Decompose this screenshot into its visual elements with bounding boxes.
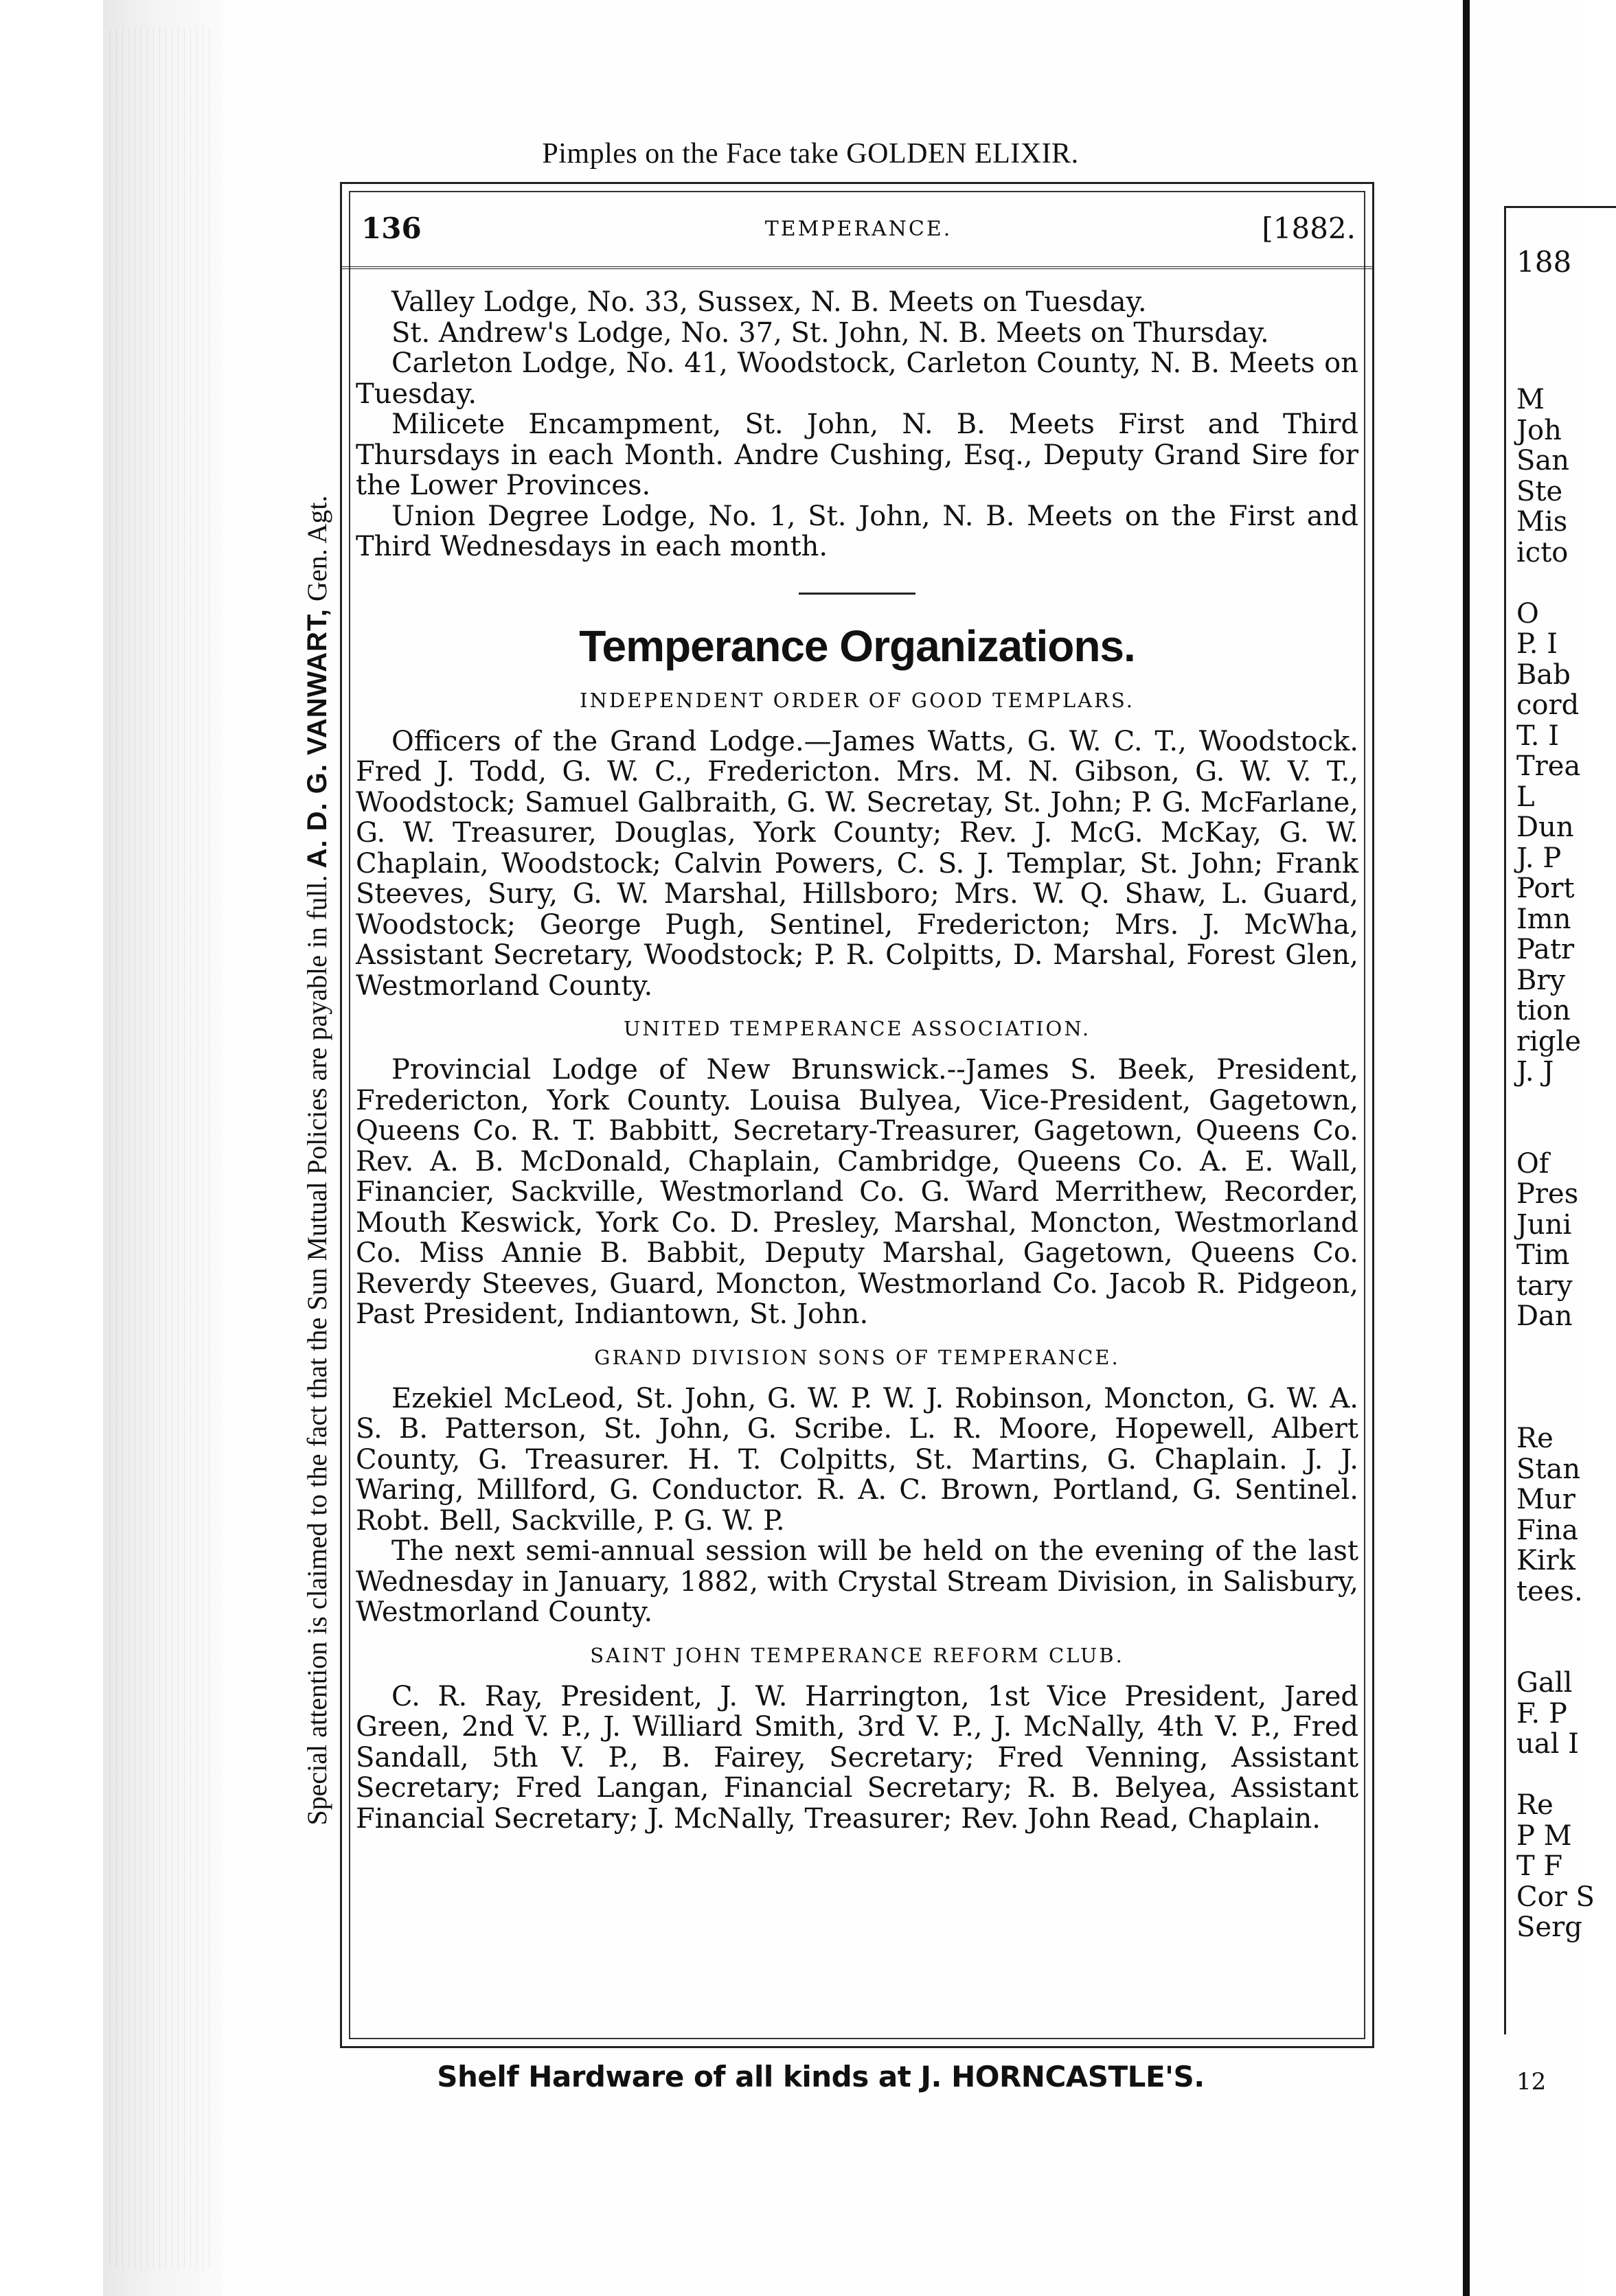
page-body bbox=[356, 287, 1358, 1834]
right-page-line: Mis bbox=[1516, 506, 1568, 538]
right-page-lines bbox=[1516, 384, 1613, 1943]
right-page-line: tion bbox=[1516, 995, 1571, 1026]
right-page-line: Bry bbox=[1516, 964, 1566, 996]
right-page-line: Stan bbox=[1516, 1453, 1581, 1485]
right-page-line bbox=[1516, 1393, 1613, 1424]
page-title: Temperance Organizations. bbox=[579, 621, 1135, 671]
right-page-line bbox=[1516, 1332, 1613, 1363]
right-page-header: 188 bbox=[1516, 245, 1572, 279]
right-page-line bbox=[1516, 1118, 1613, 1149]
section-heading: INDEPENDENT ORDER OF GOOD TEMPLARS. bbox=[580, 688, 1135, 712]
right-page-line: O bbox=[1516, 597, 1539, 630]
side-ad-name: A. D. G. VANWART, bbox=[302, 608, 332, 869]
right-page-line: rigle bbox=[1516, 1025, 1581, 1057]
right-page-footer bbox=[1516, 2067, 1613, 2098]
right-page-line: P M bbox=[1516, 1819, 1572, 1852]
right-page-line bbox=[1516, 1088, 1613, 1118]
section-heading: UNITED TEMPERANCE ASSOCIATION. bbox=[623, 1017, 1091, 1040]
right-page-line: San bbox=[1516, 445, 1570, 477]
right-page-line: icto bbox=[1516, 536, 1569, 569]
running-header bbox=[361, 211, 1356, 253]
right-page-line: F. P bbox=[1516, 1697, 1567, 1730]
section-divider bbox=[799, 593, 915, 595]
header-rule bbox=[342, 266, 1372, 269]
right-page-line: Gall bbox=[1516, 1667, 1573, 1699]
right-page-line: Tim bbox=[1516, 1239, 1570, 1271]
right-page-line: J. J bbox=[1516, 1056, 1554, 1088]
section-paragraph: The next semi-annual session will be held on the evening of the last Wednesday in January, 1882, with Crystal Stream Division, in Salisbury, Westmorland County. bbox=[356, 1535, 1358, 1628]
lodge-entry: Milicete Encampment, St. John, N. B. Meets First and Third Thursdays in each Month. Andre Cushing, Esq., Deputy Grand Sire for the Lower Provinces. bbox=[356, 409, 1358, 501]
right-page-line: ual I bbox=[1516, 1728, 1579, 1760]
lodge-entry: Carleton Lodge, No. 41, Woodstock, Carleton County, N. B. Meets on Tuesday. bbox=[356, 347, 1358, 410]
right-page-line: J. P bbox=[1516, 842, 1562, 874]
right-page-text bbox=[1516, 247, 1613, 278]
section-heading: SAINT JOHN TEMPERANCE REFORM CLUB. bbox=[590, 1643, 1124, 1667]
right-page-line bbox=[1516, 568, 1613, 599]
page-number: 136 bbox=[361, 211, 422, 245]
section-paragraph: Provincial Lodge of New Brunswick.--James S. Beek, President, Fredericton, York County. Louisa Bulyea, Vice-President, Gagetown, Queens Co. R. T. Babbitt, Secretary-Treasurer, Gagetown, Queens Co. Rev. A. B. McDonald, Chaplain, Cambridge, Queens Co. A. E. Wall, Financier, Sackville, Westmorland Co. G. Ward Merrithew, Recorder, Mouth Keswick, York Co. D. Presley, Marshal, Moncton, Westmorland Co. Miss Annie B. Babbit, Deputy Marshal, Gagetown, Queens Co. Reverdy Steeves, Guard, Moncton, Westmorland Co. Jacob R. Pidgeon, Past President, Indiantown, St. John. bbox=[356, 1054, 1358, 1330]
right-page-line: Cor S bbox=[1516, 1881, 1595, 1913]
section-paragraph: Ezekiel McLeod, St. John, G. W. P. W. J. Robinson, Moncton, G. W. A. S. B. Patterson, St. John, G. Scribe. L. R. Moore, Hopewell, Albert County, G. Treasurer. H. T. Colpitts, St. Martins, G. Chaplain. J. J. Waring, Millford, G. Conductor. R. A. C. Brown, Portland, G. Sentinel. Robt. Bell, Sackville, P. G. W. P. bbox=[356, 1382, 1358, 1537]
binding-texture bbox=[110, 27, 213, 2269]
right-page-line: Pres bbox=[1516, 1178, 1579, 1210]
lodge-entry: Union Degree Lodge, No. 1, St. John, N. B. Meets on the First and Third Wednesdays in each month. bbox=[356, 500, 1358, 562]
year-label: [1882. bbox=[1262, 211, 1356, 245]
section-paragraph: C. R. Ray, President, J. W. Harrington, 1st Vice President, Jared Green, 2nd V. P., J. Williard Smith, 3rd V. P., J. McNally, 4th V. P., Fred Sandall, 5th V. P., B. Fairey, Secretary; Fred Venning, Assistant Secretary; Fred Langan, Financial Secretary; R. B. Belyea, Assistant Financial Secretary; J. McNally, Treasurer; Rev. John Read, Chaplain. bbox=[356, 1680, 1358, 1835]
side-advertisement bbox=[301, 165, 345, 2156]
right-page-line: L bbox=[1516, 781, 1535, 813]
right-page-line: Serg bbox=[1516, 1912, 1582, 1943]
right-page-line: Re bbox=[1516, 1789, 1554, 1821]
side-ad-suffix: Gen. Agt. bbox=[301, 495, 332, 601]
right-page-line: Bab bbox=[1516, 658, 1571, 691]
right-page-line: tary bbox=[1516, 1270, 1573, 1302]
right-page-line: T F bbox=[1516, 1850, 1563, 1882]
right-page-line: Fina bbox=[1516, 1514, 1579, 1546]
right-page-line: Juni bbox=[1516, 1208, 1572, 1241]
right-page-line: Trea bbox=[1516, 750, 1581, 782]
right-page-line: Dun bbox=[1516, 812, 1574, 843]
right-page-line bbox=[1516, 1760, 1613, 1791]
right-page-line: Kirk bbox=[1516, 1545, 1576, 1576]
section-paragraph: Officers of the Grand Lodge.—James Watts, G. W. C. T., Woodstock. Fred J. Todd, G. W. C., Fredericton. Mrs. M. N. Gibson, G. W. V. T., Woodstock; Samuel Galbraith, G. W. Secretay, St. John; P. G. McFarlane, G. W. Treasurer, Douglas, York County; Rev. J. McG. McKay, G. W. Chaplain, Woodstock; Calvin Powers, C. S. J. Templar, St. John; Frank Steeves, Sury, G. W. Marshal, Hillsboro; Mrs. W. Q. Shaw, L. Guard, Woodstock; George Pugh, Sentinel, Fredericton; Mrs. J. McWha, Assistant Secretary, Woodstock; P. R. Colpitts, D. Marshal, Forest Glen, Westmorland County. bbox=[356, 725, 1358, 1002]
right-page-line: M bbox=[1516, 384, 1545, 415]
lodge-list bbox=[356, 287, 1358, 562]
right-page-line: Port bbox=[1516, 873, 1575, 904]
side-ad-text: Special attention is claimed to the fact that the Sun Mutual Policies are payable in full. bbox=[301, 875, 332, 1826]
right-page-line: T. I bbox=[1516, 720, 1560, 752]
right-page-line: Imn bbox=[1516, 903, 1571, 935]
right-page-line: Ste bbox=[1516, 475, 1563, 507]
right-page-line bbox=[1516, 1607, 1613, 1638]
right-page-line: Patr bbox=[1516, 934, 1575, 965]
bottom-advertisement: Shelf Hardware of all kinds at J. HORNCASTLE'S. bbox=[437, 2060, 1205, 2093]
section-heading: GRAND DIVISION SONS OF TEMPERANCE. bbox=[594, 1345, 1120, 1369]
right-page-line: Mur bbox=[1516, 1484, 1575, 1515]
right-page-line: Re bbox=[1516, 1423, 1554, 1454]
right-page-line: Joh bbox=[1516, 414, 1562, 446]
right-page-edge bbox=[1463, 0, 1595, 2296]
lodge-entry: Valley Lodge, No. 33, Sussex, N. B. Meets on Tuesday. bbox=[391, 286, 1147, 318]
right-page-line: Of bbox=[1516, 1147, 1549, 1180]
right-page-line bbox=[1516, 1638, 1613, 1668]
page-frame bbox=[340, 182, 1374, 2048]
right-page-line bbox=[1516, 1362, 1613, 1393]
lodge-entry: St. Andrew's Lodge, No. 37, St. John, N. B. Meets on Thursday. bbox=[391, 317, 1269, 349]
right-page-number: 12 bbox=[1516, 2068, 1547, 2096]
running-title: TEMPERANCE. bbox=[764, 217, 953, 241]
right-page-line: P. I bbox=[1516, 628, 1558, 660]
right-page-line: tees. bbox=[1516, 1575, 1583, 1607]
top-advertisement: Pimples on the Face take GOLDEN ELIXIR. bbox=[542, 138, 1079, 170]
right-page-line: cord bbox=[1516, 689, 1580, 721]
right-page-line: Dan bbox=[1516, 1300, 1573, 1332]
